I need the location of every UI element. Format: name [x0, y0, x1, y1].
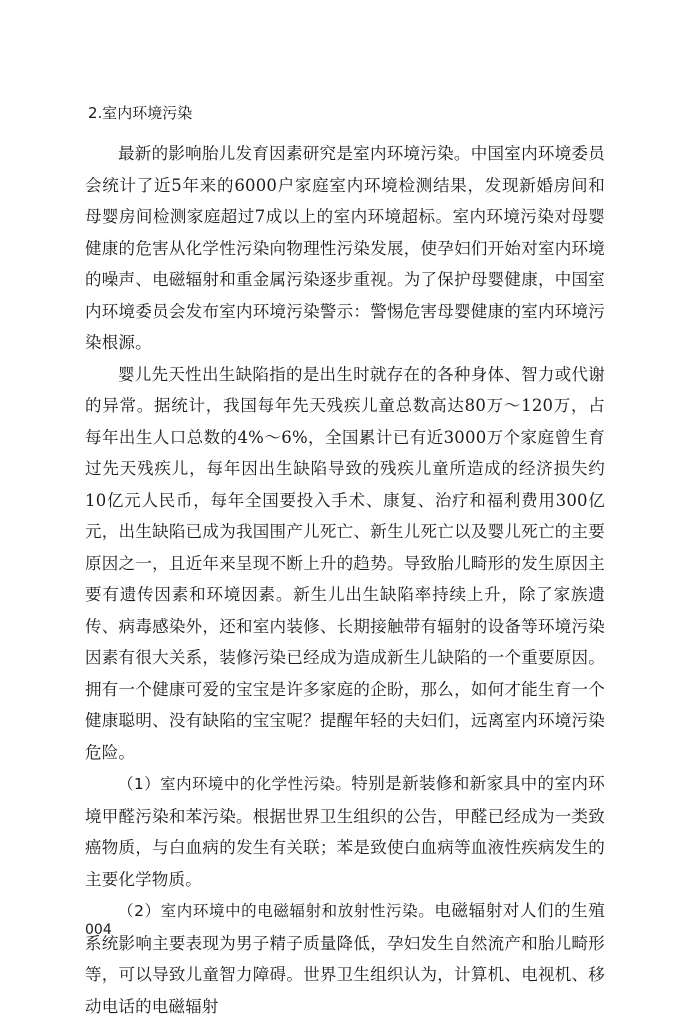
paragraph-radiation-pollution [85, 895, 605, 1022]
page-number: 004 [85, 922, 112, 938]
radiation-pollution-lead: （2）室内环境中的电磁辐射和放射性污染。 [118, 902, 435, 920]
paragraph-chemical-pollution [85, 768, 605, 895]
chemical-pollution-body: 特别是新装修和新家具中的室内环境甲醛污染和苯污染。根据世界卫生组织的公告，甲醛已经成为一类致癌物质，与白血病的发生有关联；苯是致使白血病等血液性疾病发生的主要化学物质。 [85, 774, 605, 889]
paragraph-indoor-pollution-intro: 最新的影响胎儿发育因素研究是室内环境污染。中国室内环境委员会统计了近5年来的6000户家庭室内环境检测结果，发现新婚房间和母婴房间检测家庭超过7成以上的室内环境超标。室内环境污染对母婴健康的危害从化学性污染向物理性污染发展，使孕妇们开始对室内环境的噪声、电磁辐射和重金属污染逐步重视。为了保护母婴健康，中国室内环境委员会发布室内环境污染警示：警惕危害母婴健康的室内环境污染根源。 [85, 144, 605, 352]
body-text [85, 138, 605, 1022]
chemical-pollution-lead: （1）室内环境中的化学性污染。 [118, 775, 352, 793]
section-heading: 2.室内环境污染 [88, 104, 193, 122]
paragraph-birth-defects: 婴儿先天性出生缺陷指的是出生时就存在的各种身体、智力或代谢的异常。据统计，我国每年先天残疾儿童总数高达80万～120万，占每年出生人口总数的4%～6%，全国累计已有近3000万个家庭曾生育过先天残疾儿，每年因出生缺陷导致的残疾儿童所造成的经济损失约10亿元人民币，每年全国要投入手术、康复、治疗和福利费用300亿元，出生缺陷已成为我国围产儿死亡、新生儿死亡以及婴儿死亡的主要原因之一，且近年来呈现不断上升的趋势。导致胎儿畸形的发生原因主要有遗传因素和环境因素。新生儿出生缺陷率持续上升，除了家族遗传、病毒感染外，还和室内装修、长期接触带有辐射的设备等环境污染因素有很大关系，装修污染已经成为造成新生儿缺陷的一个重要原因。拥有一个健康可爱的宝宝是许多家庭的企盼，那么，如何才能生育一个健康聪明、没有缺陷的宝宝呢？提醒年轻的夫妇们，远离室内环境污染危险。 [85, 364, 605, 762]
radiation-pollution-body: 电磁辐射对人们的生殖系统影响主要表现为男子精子质量降低，孕妇发生自然流产和胎儿畸形等，可以导致儿童智力障碍。世界卫生组织认为，计算机、电视机、移动电话的电磁辐射 [85, 901, 605, 1016]
